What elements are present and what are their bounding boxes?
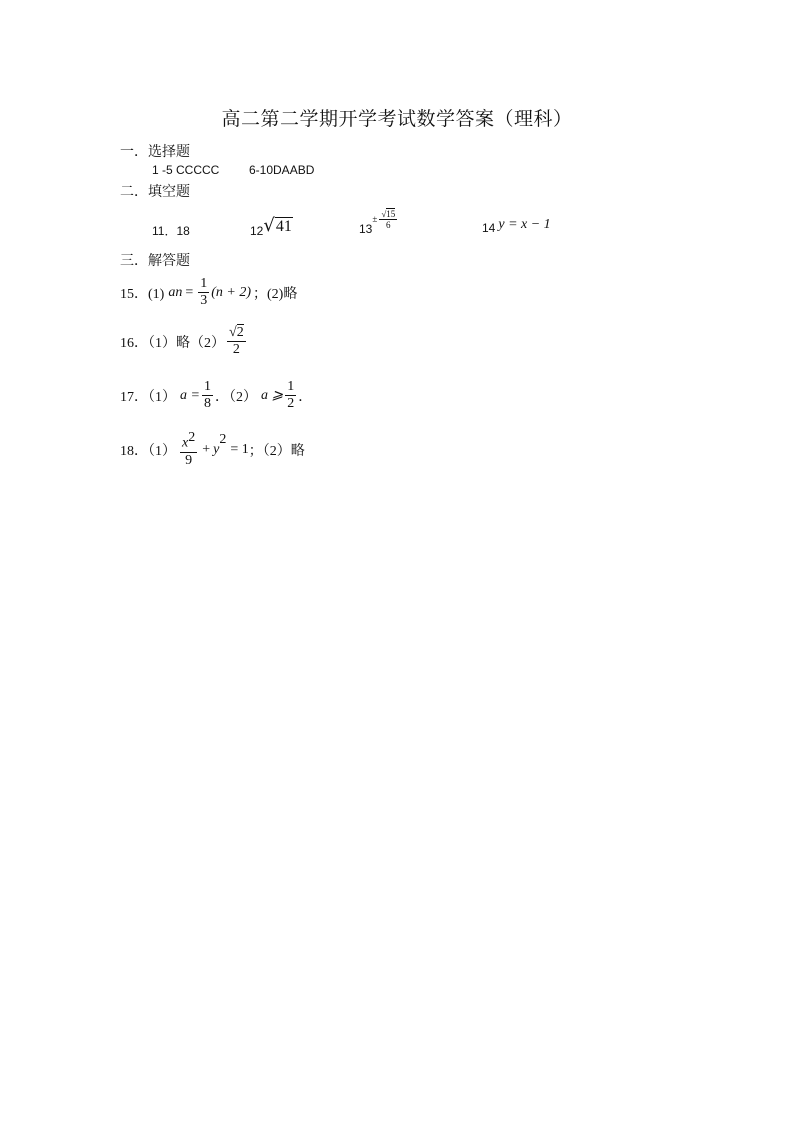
answer-13-number: 13 [359, 222, 373, 236]
answer-17-label: 17．（1） [120, 389, 176, 405]
fraction-numerator: 1 [202, 379, 213, 396]
answer-15-label: 15．(1) [120, 286, 165, 302]
line-equation: y = x − 1 [498, 217, 551, 232]
equals-one: = 1 [230, 441, 249, 457]
a-geq: a ⩾ [260, 388, 284, 404]
answer-14 [482, 215, 551, 235]
sqrt-2-radicand: 2 [236, 325, 244, 340]
answer-18-tail: ；（2）略 [248, 443, 305, 459]
sqrt-15-radicand: 15 [386, 208, 396, 219]
section-1-label: 一．选择题 [120, 144, 190, 160]
plus-sign: + [202, 441, 211, 457]
fraction-denominator: 2 [232, 342, 240, 358]
y-exponent: 2 [219, 432, 227, 447]
sequence-variable: a [168, 284, 176, 300]
answers-1-5: 1 -5 CCCCC [152, 163, 220, 177]
sequence-expression: (n + 2) [211, 284, 252, 300]
fraction-denominator: 2 [287, 396, 295, 412]
page-title: 高二第二学期开学考试数学答案（理科） [221, 108, 573, 130]
answer-18-label: 18．（1） [120, 443, 176, 459]
fraction-one-third [198, 276, 209, 310]
fraction-denominator: 8 [203, 396, 211, 412]
x-variable: x [182, 435, 189, 451]
sequence-subscript: n [175, 284, 183, 300]
fraction-one-eighth [202, 379, 213, 413]
answer-16 [120, 325, 248, 359]
answers-6-10: 6-10DAABD [249, 163, 315, 177]
fraction-denominator: 9 [185, 452, 193, 468]
answer-16-label: 16．（1）略（2） [120, 335, 225, 351]
a-equals: a = [180, 387, 200, 403]
fraction-denominator: 3 [200, 293, 208, 309]
y-variable: y [213, 441, 220, 457]
fraction-sqrt15-over-6: $\frac{√15}{6}$ [381, 208, 396, 231]
plus-minus: ± [372, 214, 378, 224]
section-3-label: 三．解答题 [120, 253, 190, 269]
sqrt-41-radicand: 41 [275, 217, 292, 235]
answer-11: 11．18 [152, 224, 190, 238]
equals-sign: = [185, 284, 194, 300]
answer-12 [250, 212, 293, 238]
answer-15 [120, 276, 297, 310]
fraction-numerator: 1 [198, 276, 209, 293]
answer-12-number: 12 [250, 224, 264, 238]
answer-17-end: ． [298, 389, 313, 405]
answer-17 [120, 379, 312, 413]
answer-15-tail: ；(2)略 [253, 286, 298, 302]
sqrt-41: √ 41 [263, 214, 292, 236]
fraction-sqrt2-over-2: $\frac{√2}{2}$ [229, 325, 244, 358]
answer-17-mid: ．（2） [214, 389, 257, 405]
answer-13 [359, 204, 399, 236]
x-exponent: 2 [188, 430, 196, 445]
answer-14-number: 14 [482, 221, 496, 235]
fraction-x2-over-9 [180, 430, 197, 470]
section-2-label: 二．填空题 [120, 184, 190, 200]
answer-18 [120, 430, 305, 470]
fraction-numerator: 1 [285, 379, 296, 396]
fraction-one-half [285, 379, 296, 413]
fraction-denominator: 6 [386, 220, 391, 231]
